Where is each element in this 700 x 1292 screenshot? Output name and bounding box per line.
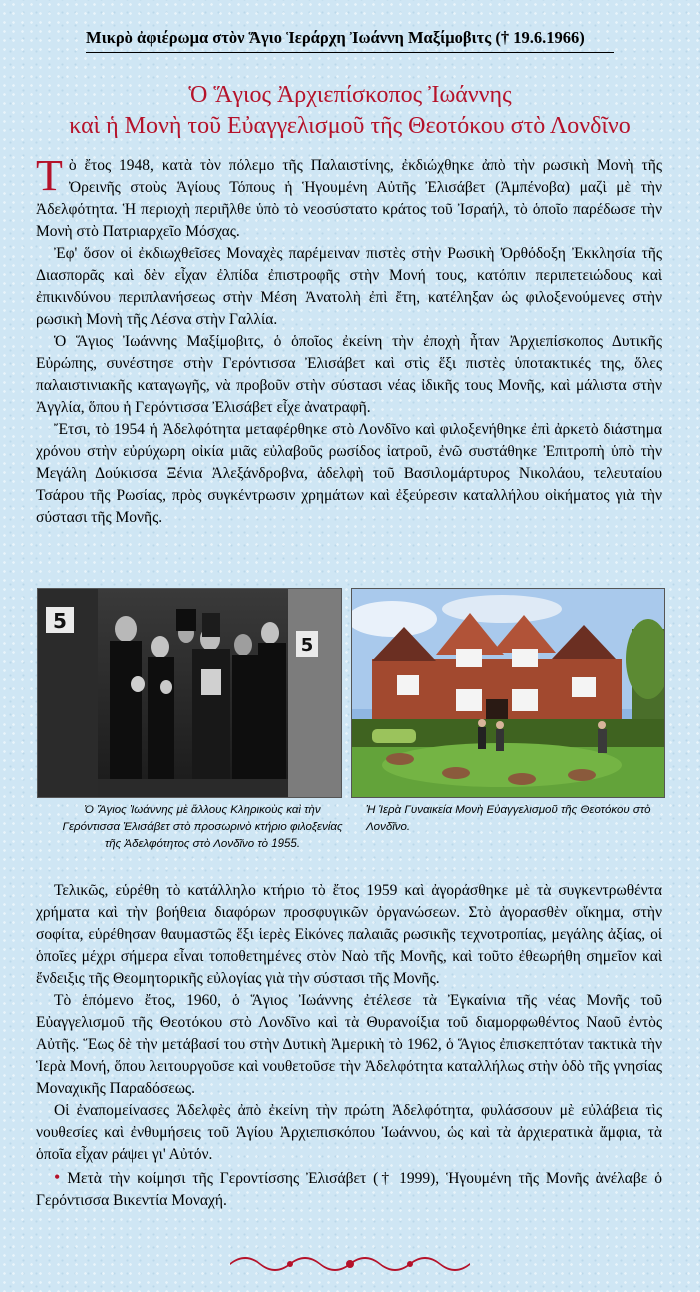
paragraph-8-text: Μετὰ τὴν κοίμησι τῆς Γεροντίσσης Ἐλισάβετ († 1999), Ἡγουμένη τῆς Μονῆς ἀνέλαβε ὁ Γερόντισσα Βικεντία Μοναχή. bbox=[36, 1170, 662, 1209]
drop-cap: Τ bbox=[36, 151, 63, 200]
title-line-1: Ὁ Ἅγιος Ἀρχιεπίσκοπος Ἰωάννης bbox=[188, 82, 512, 108]
door-number-left: 5 bbox=[53, 609, 67, 633]
title-line-2: καὶ ἡ Μονὴ τοῦ Εὐαγγελισμοῦ τῆς Θεοτόκου στὸ Λονδῖνο bbox=[69, 113, 631, 139]
paragraph-6: Τὸ ἑπόμενο ἔτος, 1960, ὁ Ἅγιος Ἰωάννης ἐτέλεσε τὰ Ἐγκαίνια τῆς νέας Μονῆς τοῦ Εὐαγγελισμοῦ τῆς Θεοτόκου στὸ Λονδῖνο καὶ τὰ Θυρανοίξια τοῦ διαμορφωθέντος Ναοῦ ἐντὸς Αὐτῆς. Ἕως δὲ τὴν μετάβασί του στὴν Δυτικὴ Ἀμερικὴ τὸ 1962, ὁ Ἅγιος ἐπισκεπτόταν τακτικὰ τὴν Ἱερὰ Μονή, ὅπου λειτουργοῦσε καὶ νουθετοῦσε τὴν Ἀδελφότητα καταλλήλως στὴν ὁδὸ τῆς γνησίας Μοναχικῆς Παραδόσεως. bbox=[36, 992, 662, 1097]
header-divider bbox=[86, 52, 614, 53]
historical-photo bbox=[37, 588, 342, 798]
monastery-photo-caption: Ἡ Ἱερὰ Γυναικεία Μονὴ Εὐαγγελισμοῦ τῆς Θεοτόκου στὸ Λονδῖνο. bbox=[366, 804, 651, 833]
door-number-right: 5 bbox=[300, 635, 314, 656]
paragraph-7: Οἱ ἐναπομείνασες Ἀδελφὲς ἀπὸ ἐκείνη τὴν πρώτη Ἀδελφότητα, φυλάσσουν μὲ εὐλάβεια τὶς νουθεσίες καὶ ἐνθυμήσεις τοῦ Ἁγίου Ἀρχιεπισκόπου Ἰωάννου, ὡς καὶ τὰ ἀρχιερατικὰ ἄμφια, τὰ ὁποῖα εἶχαν ράψει γι' Αὐτόν. bbox=[36, 1102, 662, 1163]
historical-photo-illustration bbox=[38, 589, 341, 797]
paragraph-2: Ἐφ' ὅσον οἱ ἐκδιωχθεῖσες Μοναχὲς παρέμειναν πιστὲς στὴν Ρωσικὴ Ὀρθόδοξη Ἐκκλησία τῆς Διασπορᾶς καὶ δὲν εἶχαν ἐλπίδα ἐπιστροφῆς στὴν Μονή τους, κατόπιν περιπετειώδους καὶ ἐπικινδύνου περιπλανήσεως στὴν Μέση Ἀνατολὴ ἐπὶ ἔτη, κατέληξαν ὡς φιλοξενούμενες στὴν ρωσικὴ Μονὴ τῆς Λέσνα στὴν Γαλλία. bbox=[36, 245, 662, 328]
series-header: Μικρὸ ἀφιέρωμα στὸν Ἅγιο Ἱεράρχη Ἰωάννη Μαξίμοβιτς († 19.6.1966) bbox=[86, 28, 585, 47]
paragraph-3: Ὁ Ἅγιος Ἰωάννης Μαξίμοβιτς, ὁ ὁποῖος ἐκείνη τὴν ἐποχὴ ἦταν Ἀρχιεπίσκοπος Δυτικῆς Εὐρώπης, συνέστησε στὴν Γερόντισσα Ἐλισάβετ καὶ στὶς ἕξι πιστὲς ὑποτακτικές της, ὅλες παλαιστινιακῆς καταγωγῆς, νὰ προβοῦν στὴν σύστασι νέας ἰδικῆς τους Μονῆς, καὶ μάλιστα στὴν Ἀγγλία, ὅπου ἡ Γερόντισσα Ἐλισάβετ εἶχε ἀνατραφῆ. bbox=[36, 333, 662, 416]
paragraph-8 bbox=[36, 1166, 662, 1212]
monastery-photo-illustration bbox=[352, 589, 664, 797]
historical-photo-caption: Ὁ Ἅγιος Ἰωάννης μὲ ἄλλους Κληρικοὺς καὶ τὴν Γερόντισσα Ἐλισάβετ στὸ προσωρινὸ κτήριο φιλοξενίας τῆς Ἀδελφότητος στὸ Λονδῖνο τὸ 1955. bbox=[62, 804, 343, 850]
paragraph-5: Τελικῶς, εὑρέθη τὸ κατάλληλο κτήριο τὸ ἔτος 1959 καὶ ἀγοράσθηκε μὲ τὰ συγκεντρωθέντα χρήματα καὶ τὴν βοήθεια διαφόρων προσφυγικῶν ὀργανώσεων. Στὸ ἀγορασθὲν οἴκημα, στὴν σοφίτα, εὑρέθησαν θαυμαστῶς ἕξι ἱερὲς Εἰκόνες παλαιᾶς ρωσικῆς τεχνοτροπίας, μεγάλης ἀξίας, οἱ ὁποῖες μέχρι σήμερα εἶναι τοποθετημένες στὸν Ναὸ τῆς Μονῆς, καὶ τοῦτο ἐθεωρήθη σημεῖον καὶ ἔνδειξις τῆς Θεομητορικῆς εὐλογίας γιὰ τὴν σύστασι τῆς Μονῆς. bbox=[36, 882, 662, 987]
article-body-top bbox=[36, 151, 662, 575]
bullet-icon: • bbox=[54, 1167, 61, 1187]
monastery-photo bbox=[351, 588, 665, 798]
decorative-ornament-icon bbox=[230, 1253, 470, 1273]
paragraph-1-text: ὸ ἔτος 1948, κατὰ τὸν πόλεμο τῆς Παλαιστίνης, ἐκδιώχθηκε ἀπὸ τὴν ρωσικὴ Μονὴ τῆς Ὀρεινῆς στοὺς Ἁγίους Τόπους ἡ Ἡγουμένη Αὐτῆς Ἐλισάβετ (Ἀμπένοβα) μαζὶ μὲ τὴν Ἀδελφότητα. Ἡ περιοχὴ περιῆλθε ὑπὸ τὸ νεοσύστατο κράτος τοῦ Ἰσραήλ, τὸ ὁποῖο παρέδωσε τὴν Μονὴ στὸ Πατριαρχεῖο Μόσχας. bbox=[36, 157, 662, 240]
article-body-bottom bbox=[36, 880, 662, 1250]
paragraph-1 bbox=[36, 151, 662, 243]
article-title bbox=[30, 80, 670, 142]
paragraph-4: Ἔτσι, τὸ 1954 ἡ Ἀδελφότητα μεταφέρθηκε στὸ Λονδῖνο καὶ φιλοξενήθηκε ἐπὶ ἀρκετὸ διάστημα χρόνου στὴν εὐρύχωρη οἰκία μιᾶς εὐλαβοῦς ρωσίδος ἰατροῦ, ἐνῶ συστάθηκε Ἐπιτροπὴ ὑπὸ τὴν Μεγάλη Δούκισσα Ξένια Ἀλεξάνδροβνα, ἀδελφὴ τοῦ Βασιλομάρτυρος Νικολάου, τελευταίου Τσάρου τῆς Ρωσίας, πρὸς συγκέντρωσιν χρημάτων καὶ ἐξεύρεσιν καταλλήλου οἰκήματος γιὰ τὴν σύστασι τῆς Μονῆς. bbox=[36, 421, 662, 526]
